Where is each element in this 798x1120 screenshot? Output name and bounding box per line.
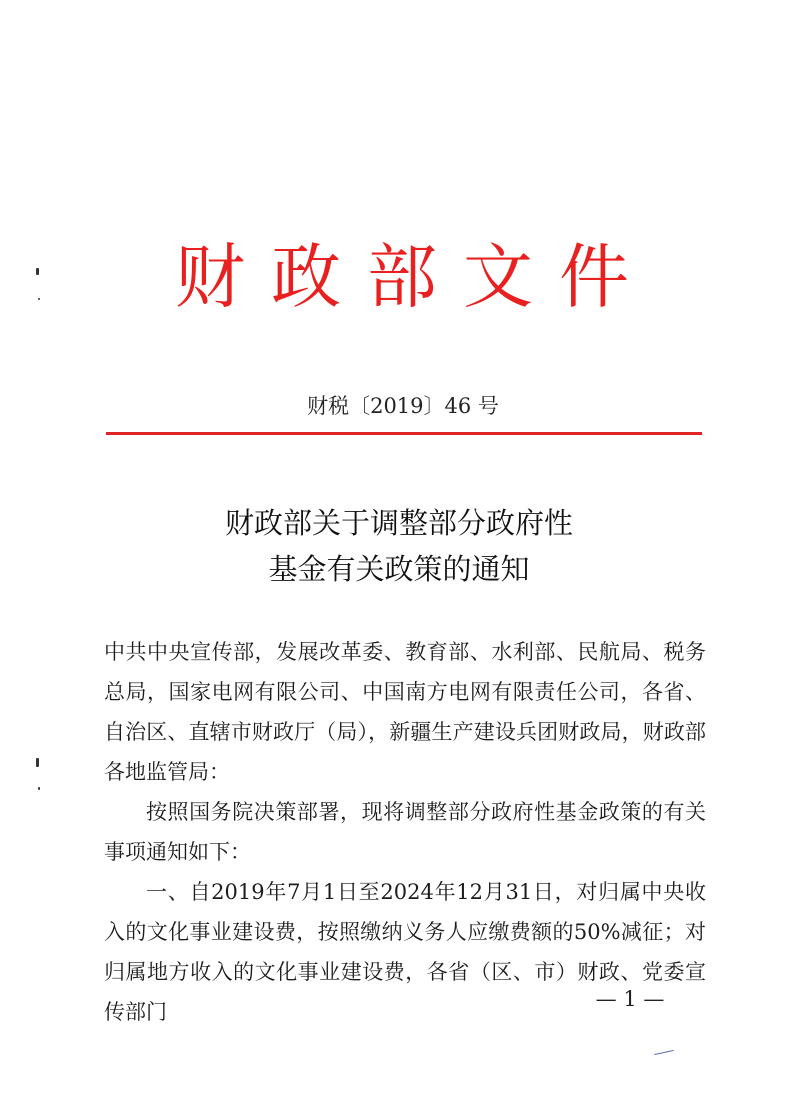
scan-mark — [38, 787, 40, 790]
scan-mark — [654, 1050, 674, 1055]
header-char: 财 — [175, 236, 245, 318]
intro-paragraph: 按照国务院决策部署，现将调整部分政府性基金政策的有关事项通知如下： — [104, 800, 706, 864]
header-char: 件 — [559, 236, 629, 318]
title-line-2: 基金有关政策的通知 — [268, 552, 530, 586]
document-body — [104, 632, 706, 1032]
document-title — [0, 500, 798, 592]
document-number: 财税〔2019〕46 号 — [307, 394, 499, 418]
red-header-title — [172, 232, 632, 322]
scan-mark — [38, 298, 40, 300]
header-char: 文 — [463, 236, 533, 318]
page-number: — 1 — — [595, 987, 665, 1011]
scan-mark — [36, 268, 39, 275]
header-char: 政 — [271, 236, 341, 318]
red-divider-line — [106, 432, 702, 435]
recipients-paragraph: 中共中央宣传部，发展改革委、教育部、水利部、民航局、税务总局，国家电网有限公司、中国南方电网有限责任公司，各省、自治区、直辖市财政厅（局），新疆生产建设兵团财政局，财政部各地监管局： — [104, 640, 706, 784]
scan-mark — [36, 758, 39, 767]
title-line-1: 财政部关于调整部分政府性 — [224, 506, 573, 540]
header-char: 部 — [367, 236, 437, 318]
item-one-paragraph: 一、自2019年7月1日至2024年12月31日，对归属中央收入的文化事业建设费，按照缴纳义务人应缴费额的50%减征；对归属地方收入的文化事业建设费，各省（区、市）财政、党委宣传部门 — [104, 880, 706, 1024]
